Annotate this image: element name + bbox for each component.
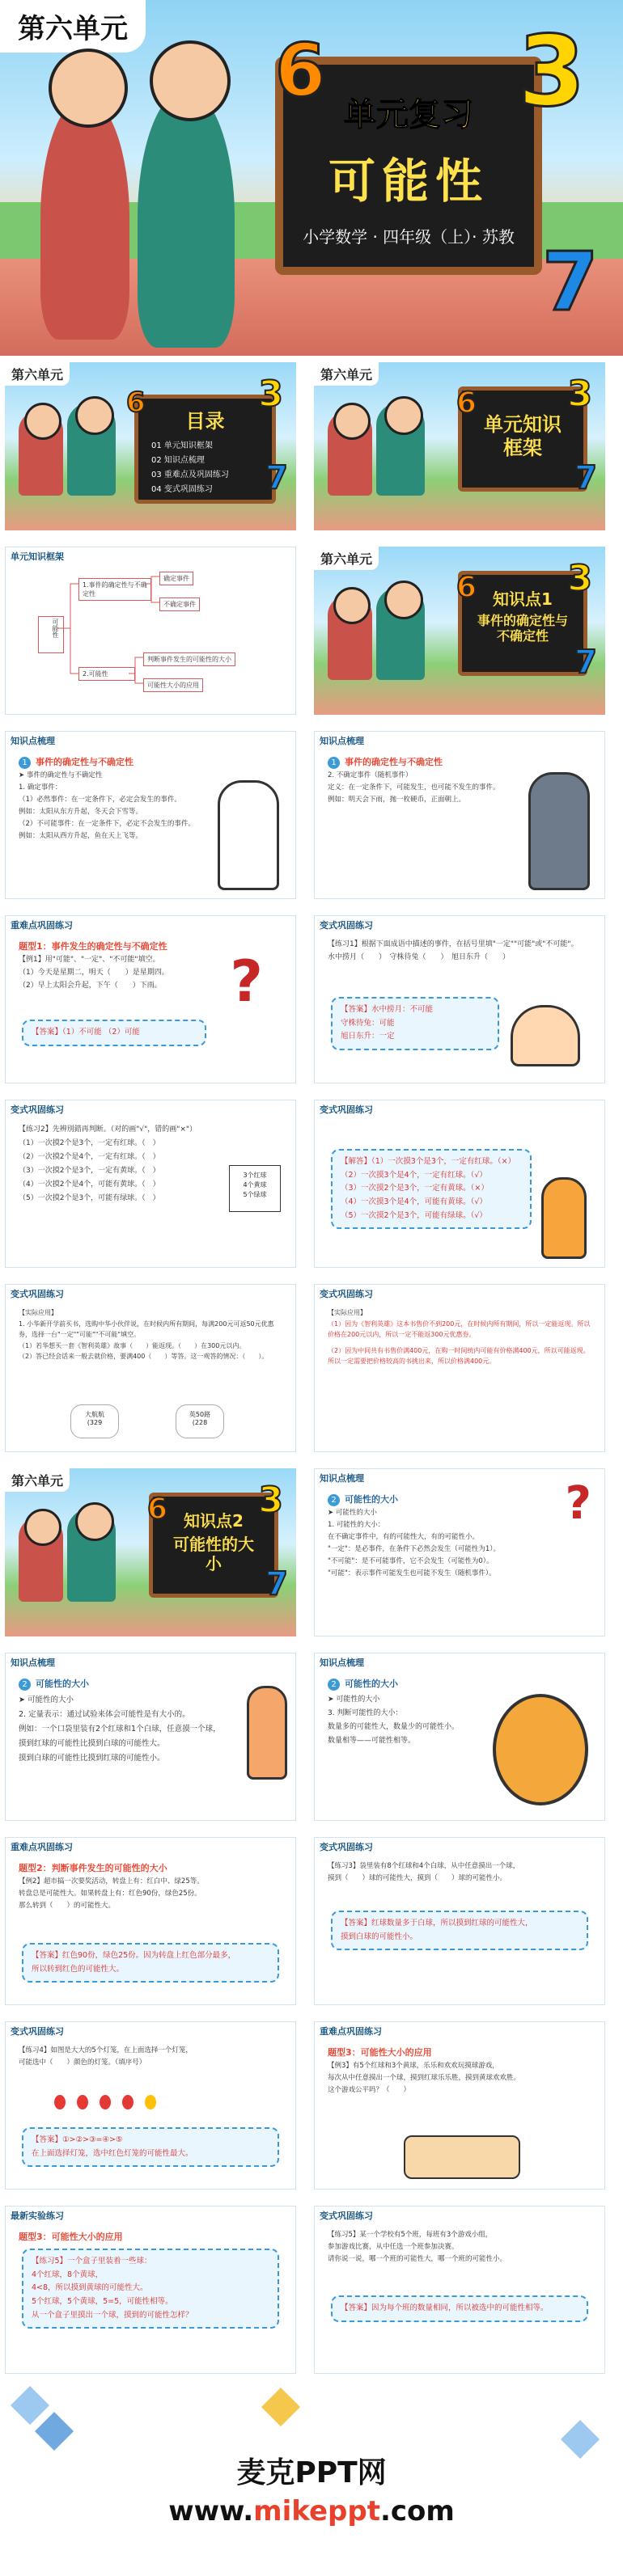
slide-example-1[interactable] (5, 915, 296, 1083)
url-prefix: www. (168, 2495, 254, 2527)
boy-illustration (138, 89, 235, 348)
answer-box (331, 2295, 588, 2322)
text-line: 2. 不确定事件（随机事件） (328, 771, 413, 780)
slide-exercise-1[interactable] (314, 915, 605, 1083)
number-3-decoration: 3 (567, 374, 592, 415)
kids-illustration (15, 1509, 128, 1606)
mindmap-leaf: 确定事件 (159, 572, 193, 585)
text-line: （2）因为中间共有书售价满400元，在购一时间统内可能有价格满400元，所以可能返现。所以一定需要把价格较高的书挑出来，所以价格满400元。 (328, 1346, 590, 1366)
box-line: 4个黄球 (243, 1181, 267, 1189)
answer-box (331, 1911, 588, 1950)
section-number: 1 (19, 757, 31, 769)
unit-tab: 第六单元 (0, 0, 146, 53)
mindmap-leaf: 不确定事件 (159, 598, 200, 611)
question-type: 题型1：事件发生的确定性与不确定性 (19, 941, 167, 952)
answer-line: 【答案】因为每个班的数量相同，所以被选中的可能性相等。 (341, 2304, 549, 2312)
section-title: 可能性的大小 (345, 1494, 398, 1505)
slide-application-2[interactable] (5, 2206, 296, 2374)
number-7-decoration: 7 (265, 1565, 288, 1603)
toc-item: 02 知识点梳理 (151, 456, 205, 465)
product-name: 英50路 (189, 1411, 211, 1418)
slide-exercise-2-answer[interactable] (314, 1100, 605, 1268)
board-title: 可能性 (328, 154, 489, 209)
slide-header: 变式巩固练习 (11, 2026, 64, 2037)
text-line: 【练习5】某一个学校有5个班，每班有3个游戏小组， (328, 2231, 493, 2239)
students-illustration (404, 2135, 520, 2179)
answer-line: 在上面选择灯笼，选中红色灯笼的可能性最大。 (32, 2148, 193, 2158)
text-line: 【例1】用"可能"、"一定"、"不可能"填空。 (19, 956, 160, 965)
brand-url[interactable] (0, 2495, 623, 2527)
slide-framework-cover[interactable] (314, 362, 605, 530)
number-6-decoration: 6 (147, 1493, 168, 1526)
answer-line: 从一个盒子里摸出一个球，摸到的可能性怎样？ (32, 2310, 193, 2320)
text-line: （2）答已经会话来一般去就价格，要满400（ ）等答。这一观答的情况：（ ）。 (19, 1353, 269, 1361)
slide-header: 变式巩固练习 (320, 920, 373, 931)
text-line: "不可能"：是不可能事件，它不会发生（可能性为0）。 (328, 1556, 494, 1565)
slide-header: 知识点梳理 (320, 1658, 364, 1668)
text-line: 摸到红球的可能性比摸到白球的可能性大。 (19, 1739, 165, 1749)
slide-header: 变式巩固练习 (320, 2211, 373, 2221)
slide-body (328, 1307, 595, 1367)
slide-header: 重难点巩固练习 (11, 920, 73, 931)
text-line: 例如：明天会下雨，抛一枚硬币，正面朝上。 (328, 796, 466, 804)
mindmap-node: 2.可能性 (78, 667, 135, 681)
slide-body (19, 1676, 247, 1766)
section-title: 可能性的大小 (36, 1679, 89, 1689)
product-card (176, 1404, 224, 1438)
text-line: 例如：太阳从西方升起，鱼在天上飞等。 (19, 831, 143, 840)
text-line: （2）早上太阳会升起，下午（ ）下雨。 (19, 981, 162, 990)
section-title: 可能性的大小 (345, 1679, 398, 1689)
slide-body (328, 939, 595, 965)
diamond-decoration (35, 2412, 74, 2451)
text-line: 1. 可能性的大小： (328, 1521, 385, 1530)
slide-header: 知识点梳理 (320, 1473, 364, 1484)
text-line: 每次从中任意摸出一个球，摸到红球乐乐胜，摸到黄球欢欢胜。 (328, 2074, 521, 2083)
slide-header: 变式巩固练习 (320, 1842, 373, 1852)
toc-item: 04 变式巩固练习 (151, 485, 213, 494)
answer-line: 4<8，所以摸到黄球的可能性大。 (32, 2283, 148, 2293)
text-line: （1）若华想买一套《智利英雄》故事（ ）能返现。（ ）在300元以内。 (19, 1341, 246, 1349)
girl-illustration (40, 97, 129, 340)
number-3-decoration: 3 (518, 16, 586, 129)
slide-body (328, 1492, 564, 1580)
number-6-decoration: 6 (456, 571, 477, 604)
text-line: "一定"：是必事件，在条件下必然会发生（可能性为1）。 (328, 1544, 500, 1553)
answer-line: 所以转到红色的可能性大。 (32, 1964, 125, 1974)
kids-illustration (324, 587, 437, 684)
question-type: 题型3：可能性大小的应用 (19, 2232, 123, 2242)
lantern-icon (122, 2095, 134, 2109)
slide-topic1-cover[interactable] (314, 547, 605, 715)
unit-tab: 第六单元 (314, 547, 379, 570)
number-7-decoration: 7 (574, 459, 597, 496)
section-number: 1 (328, 757, 340, 769)
text-line: 摸到白球的可能性比摸到红球的可能性小。 (19, 1754, 165, 1763)
text-line: 【实际应用】 (19, 1309, 57, 1316)
diamond-decoration (11, 2386, 49, 2425)
slide-body (19, 1123, 222, 1206)
mindmap-node: 1.事件的确定性与不确定性 (78, 578, 151, 601)
unit-tab: 第六单元 (5, 1468, 70, 1492)
text-line: 那么转到（ ）的可能性大。 (19, 1902, 116, 1910)
text-line: （2）不可能事件：在一定条件下，必定不会发生的事件。 (19, 819, 195, 828)
answer-line: 旭日东升：一定 (341, 1032, 395, 1041)
slide-body (19, 1307, 286, 1362)
answer-box (331, 997, 499, 1050)
ball-box (229, 1165, 281, 1212)
slide-header: 变式巩固练习 (320, 1104, 373, 1115)
slide-body (328, 2229, 595, 2266)
number-7-decoration: 7 (542, 234, 599, 329)
text-line: 转盘总是可能性大。如果转盘上有：红色90份，绿色25份。 (19, 1890, 201, 1898)
answer-line: 【答案】（1）不可能 （2）可能 (32, 1028, 140, 1037)
answer-box (22, 2127, 279, 2167)
text-line: 例如：一个口袋里装有2个红球和1个白球，任意摸一个球， (19, 1724, 221, 1734)
answer-line: 摸到白球的可能性小。 (341, 1932, 418, 1941)
answer-line: 【答案】红球数量多于白球，所以摸到红球的可能性大， (341, 1919, 533, 1928)
slide-knowledge-2c[interactable] (314, 1653, 605, 1821)
answer-line: 【练习5】一个盒子里装着一些球： (32, 2257, 152, 2266)
slide-header: 单元知识框架 (11, 551, 64, 562)
text-line: （1）一次摸2个是3个，一定有红球。（ ） (19, 1139, 160, 1148)
text-line: 【练习2】先辨別錯再判断。（对的画"√"，错的画"×"） (19, 1125, 197, 1134)
answer-line: 【答案】水中捞月：不可能 (341, 1005, 434, 1014)
answer-box (22, 1020, 206, 1046)
text-line: 3. 判断可能性的大小： (328, 1708, 403, 1717)
text-line: "可能"：表示事件可能发生也可能不发生（随机事件）。 (328, 1569, 496, 1577)
section-number: 2 (328, 1494, 340, 1506)
answer-line: 4个红球，8个黄球， (32, 2270, 104, 2279)
text-line: 在不确定事件中，有的可能性大，有的可能性小。 (328, 1533, 480, 1541)
slide-application-1-answer[interactable] (314, 1284, 605, 1452)
mindmap-leaf: 可能性大小的应用 (143, 678, 203, 692)
text-line: 【练习3】袋里装有8个红球和4个白球，从中任意摸出一个球， (328, 1862, 520, 1870)
text-line: ➤ 可能性的大小 (328, 1509, 377, 1518)
text-line: 摸到（ ）球的可能性大，摸到（ ）球的可能性小。 (328, 1873, 507, 1882)
slide-body (328, 2045, 595, 2097)
lantern-icon (77, 2095, 88, 2109)
product-price: (329 (87, 1419, 103, 1426)
unit-tab: 第六单元 (5, 362, 70, 386)
girl-illustration (247, 1686, 287, 1780)
board-subtitle: 单元复习 (344, 96, 473, 133)
boy-head (150, 40, 231, 121)
brand-name: 麦克PPT网 (236, 2456, 387, 2489)
slide-topic2-cover[interactable] (5, 1468, 296, 1636)
answer-line: 守株待兔：可能 (341, 1018, 395, 1028)
footer-watermark (0, 2385, 623, 2576)
board-label: 知识点1 (493, 589, 553, 609)
toc-title: 目录 (185, 410, 225, 433)
kids-illustration (15, 403, 128, 500)
question-type: 题型3：可能性大小的应用 (328, 2047, 432, 2058)
answer-line: 5个红球，5个黄球，5=5，可能性相等。 (32, 2296, 173, 2306)
diamond-decoration (261, 2388, 300, 2426)
section-number: 2 (328, 1679, 340, 1691)
lantern-row (54, 2095, 156, 2109)
question-mark-icon: ? (565, 1477, 591, 1530)
answer-line: （2）一次摸3个是4个，一定有红球。（√） (341, 1170, 487, 1180)
answer-line: 【答案】红色90份，绿色25份。因为转盘上红色部分最多， (32, 1951, 236, 1960)
unit-tab: 第六单元 (314, 362, 379, 386)
slide-body (328, 1676, 491, 1748)
text-line: ➤ 事件的确定性与不确定性 (19, 771, 103, 780)
answer-line: 【解答】（1）一次摸3个是3个，一定有红球。（×） (341, 1157, 516, 1166)
slide-exercise-2[interactable] (5, 1100, 296, 1268)
toc-item: 03 重难点及巩固练习 (151, 471, 229, 479)
text-line: （1）今天是星期二，明天（ ）是星期四。 (19, 969, 169, 977)
answer-box (22, 2249, 279, 2329)
slide-knowledge-2a[interactable] (314, 1468, 605, 1636)
board-title: 可能性的大小 (173, 1535, 254, 1573)
section-title: 事件的确定性与不确定性 (345, 757, 443, 767)
slide-application-1[interactable] (5, 1284, 296, 1452)
product-card (70, 1404, 119, 1438)
question-type: 题型2：判断事件发生的可能性的大小 (19, 1863, 167, 1873)
mindmap-root: 可能性 (38, 616, 64, 653)
slide-header: 重难点巩固练习 (11, 1842, 73, 1852)
teacher-illustration (218, 780, 279, 890)
chalkboard (134, 395, 276, 504)
answer-line: 【答案】①>②>③=④>⑤ (32, 2135, 123, 2144)
text-line: （2）一次摸2个是4个，一定有红球。（ ） (19, 1153, 160, 1162)
slide-knowledge-1b[interactable] (314, 731, 605, 899)
text-line: 参加游戏比赛，从中任选一个班参加决赛。 (328, 2242, 459, 2251)
slide-exercise-5[interactable] (314, 2206, 605, 2374)
slide-knowledge-1a[interactable] (5, 731, 296, 899)
reading-kid-illustration (511, 1005, 580, 1066)
student-illustration (541, 1177, 587, 1259)
product-price: (228 (192, 1419, 208, 1426)
lantern-icon (54, 2095, 66, 2109)
text-line: 2. 定量表示：通过试验来体会可能性是有大小的。 (19, 1709, 190, 1719)
text-line: 例如：太阳从东方升起，冬天会下雪等。 (19, 807, 143, 816)
slide-toc[interactable] (5, 362, 296, 530)
slide-body (328, 754, 523, 806)
girl-head (49, 49, 128, 128)
slide-header: 重难点巩固练习 (320, 2026, 382, 2037)
slide-example-3[interactable] (314, 2021, 605, 2190)
slide-mindmap[interactable] (5, 547, 296, 715)
slide-header: 知识点梳理 (11, 736, 55, 746)
slide-header: 变式巩固练习 (11, 1289, 64, 1299)
number-6-decoration: 6 (126, 386, 146, 419)
text-line: 【实际应用】 (328, 1309, 367, 1316)
text-line: （4）一次摸2个是4个，可能有黄球。（ ） (19, 1180, 160, 1189)
text-line: 【练习4】如图是大大的5个灯笼，在上面选择一个灯笼， (19, 2046, 193, 2054)
question-mark-icon: ? (230, 948, 263, 1015)
text-line: 【例3】有5个红球和3个黄球，乐乐和欢欢玩摸球游戏， (328, 2062, 499, 2071)
text-line: 可能选中（ ）颜色的灯笼。（填序号） (19, 2058, 146, 2067)
text-line: 1. 小华新开学前买书，选购中华小伙伴说，在时候内所有期间，每满200元可返50元优惠券，选择一台"一定""可能""不可能"填空。 (19, 1320, 274, 1339)
answer-line: （3）一次摸2个是3个，一定有黄球。（×） (341, 1184, 489, 1193)
board-course: 小学数学 · 四年级（上）· 苏教 (303, 227, 515, 247)
answer-box (331, 1149, 532, 1229)
text-line: 数量相等——可能性相等。 (328, 1737, 416, 1746)
box-line: 5个绿球 (243, 1191, 267, 1198)
text-line: ➤ 可能性的大小 (19, 1695, 74, 1704)
answer-line: （4）一次摸3个是4个，可能有黄球。（√） (341, 1197, 487, 1206)
slide-header: 变式巩固练习 (11, 1104, 64, 1115)
board-label: 知识点2 (184, 1511, 244, 1531)
answer-box (22, 1943, 279, 1983)
text-line: 请你说一说，哪一个班的可能性大，哪一个班的可能性小。 (328, 2254, 507, 2263)
slide-body (19, 1860, 286, 1912)
kids-illustration (324, 403, 437, 500)
slide-knowledge-2b[interactable] (5, 1653, 296, 1821)
mindmap-leaf: 判断事件发生的可能性的大小 (143, 652, 235, 666)
text-line: 【练习1】根据下面成语中描述的事件，在括号里填"一定""可能"或"不可能"。 (328, 940, 578, 948)
slide-body (19, 2045, 286, 2069)
url-domain: mikeppt (253, 2495, 380, 2527)
text-line: （3）一次摸2个是3个，一定有黄球。（ ） (19, 1167, 160, 1176)
text-line: 数量多的可能性大，数量少的可能性小。 (328, 1723, 460, 1732)
number-7-decoration: 7 (265, 459, 288, 496)
section-number: 2 (19, 1679, 31, 1691)
slide-header: 知识点梳理 (320, 736, 364, 746)
text-line: ➤ 可能性的大小 (328, 1695, 380, 1704)
board-title: 单元知识框架 (484, 413, 562, 459)
text-line: （5）一次摸2个是3个，可能有绿球。（ ） (19, 1194, 160, 1203)
text-line: 水中捞月（ ） 守株待兔（ ） 旭日东升（ ） (328, 952, 511, 961)
toc-item: 01 单元知识框架 (151, 441, 213, 450)
section-title: 事件的确定性与不确定性 (36, 757, 134, 767)
lantern-icon (145, 2095, 156, 2109)
board-title: 事件的确定性与不确定性 (477, 613, 568, 644)
text-line: （1）因为《智利英雄》这本书售价不到200元，在时候内所有期间，所以一定能返现。所以价格在200元以内，所以一定不能返300元优惠券。 (328, 1320, 591, 1339)
slide-header: 最新实验练习 (11, 2211, 64, 2221)
lion-illustration (493, 1694, 588, 1805)
number-3-decoration: 3 (258, 1480, 283, 1521)
text-line: 定义：在一定条件下，可能发生，也可能不发生的事件。 (328, 783, 500, 792)
teacher-illustration (528, 772, 590, 890)
product-name: 大航航 (85, 1411, 104, 1418)
text-line: 1. 确定事件： (19, 783, 62, 792)
number-3-decoration: 3 (567, 558, 592, 599)
slide-header: 变式巩固练习 (320, 1289, 373, 1299)
box-line: 3个红球 (243, 1172, 267, 1179)
slide-body (328, 1860, 595, 1885)
url-suffix: .com (379, 2495, 455, 2527)
number-7-decoration: 7 (574, 644, 597, 681)
slide-body (19, 2229, 286, 2244)
slide-example-2[interactable] (5, 1837, 296, 2005)
slide-body (19, 939, 206, 993)
number-6-decoration: 6 (275, 28, 326, 113)
slide-exercise-4[interactable] (5, 2021, 296, 2190)
number-6-decoration: 6 (456, 386, 477, 420)
slide-exercise-3[interactable] (314, 1837, 605, 2005)
text-line: 这个游戏公平吗？（ ） (328, 2086, 411, 2094)
slide-body (19, 754, 206, 842)
slide-header: 知识点梳理 (11, 1658, 55, 1668)
answer-line: （5）一次摸2个是3个，可能有绿球。（√） (341, 1210, 487, 1220)
hero-cover (0, 0, 623, 356)
text-line: （1）必然事件：在一定条件下，必定会发生的事件。 (19, 796, 181, 804)
text-line: 【例2】超市搞一次要奖活动，转盘上有：红白中、绿25等。 (19, 1877, 204, 1886)
number-3-decoration: 3 (258, 374, 283, 415)
lantern-icon (100, 2095, 111, 2109)
